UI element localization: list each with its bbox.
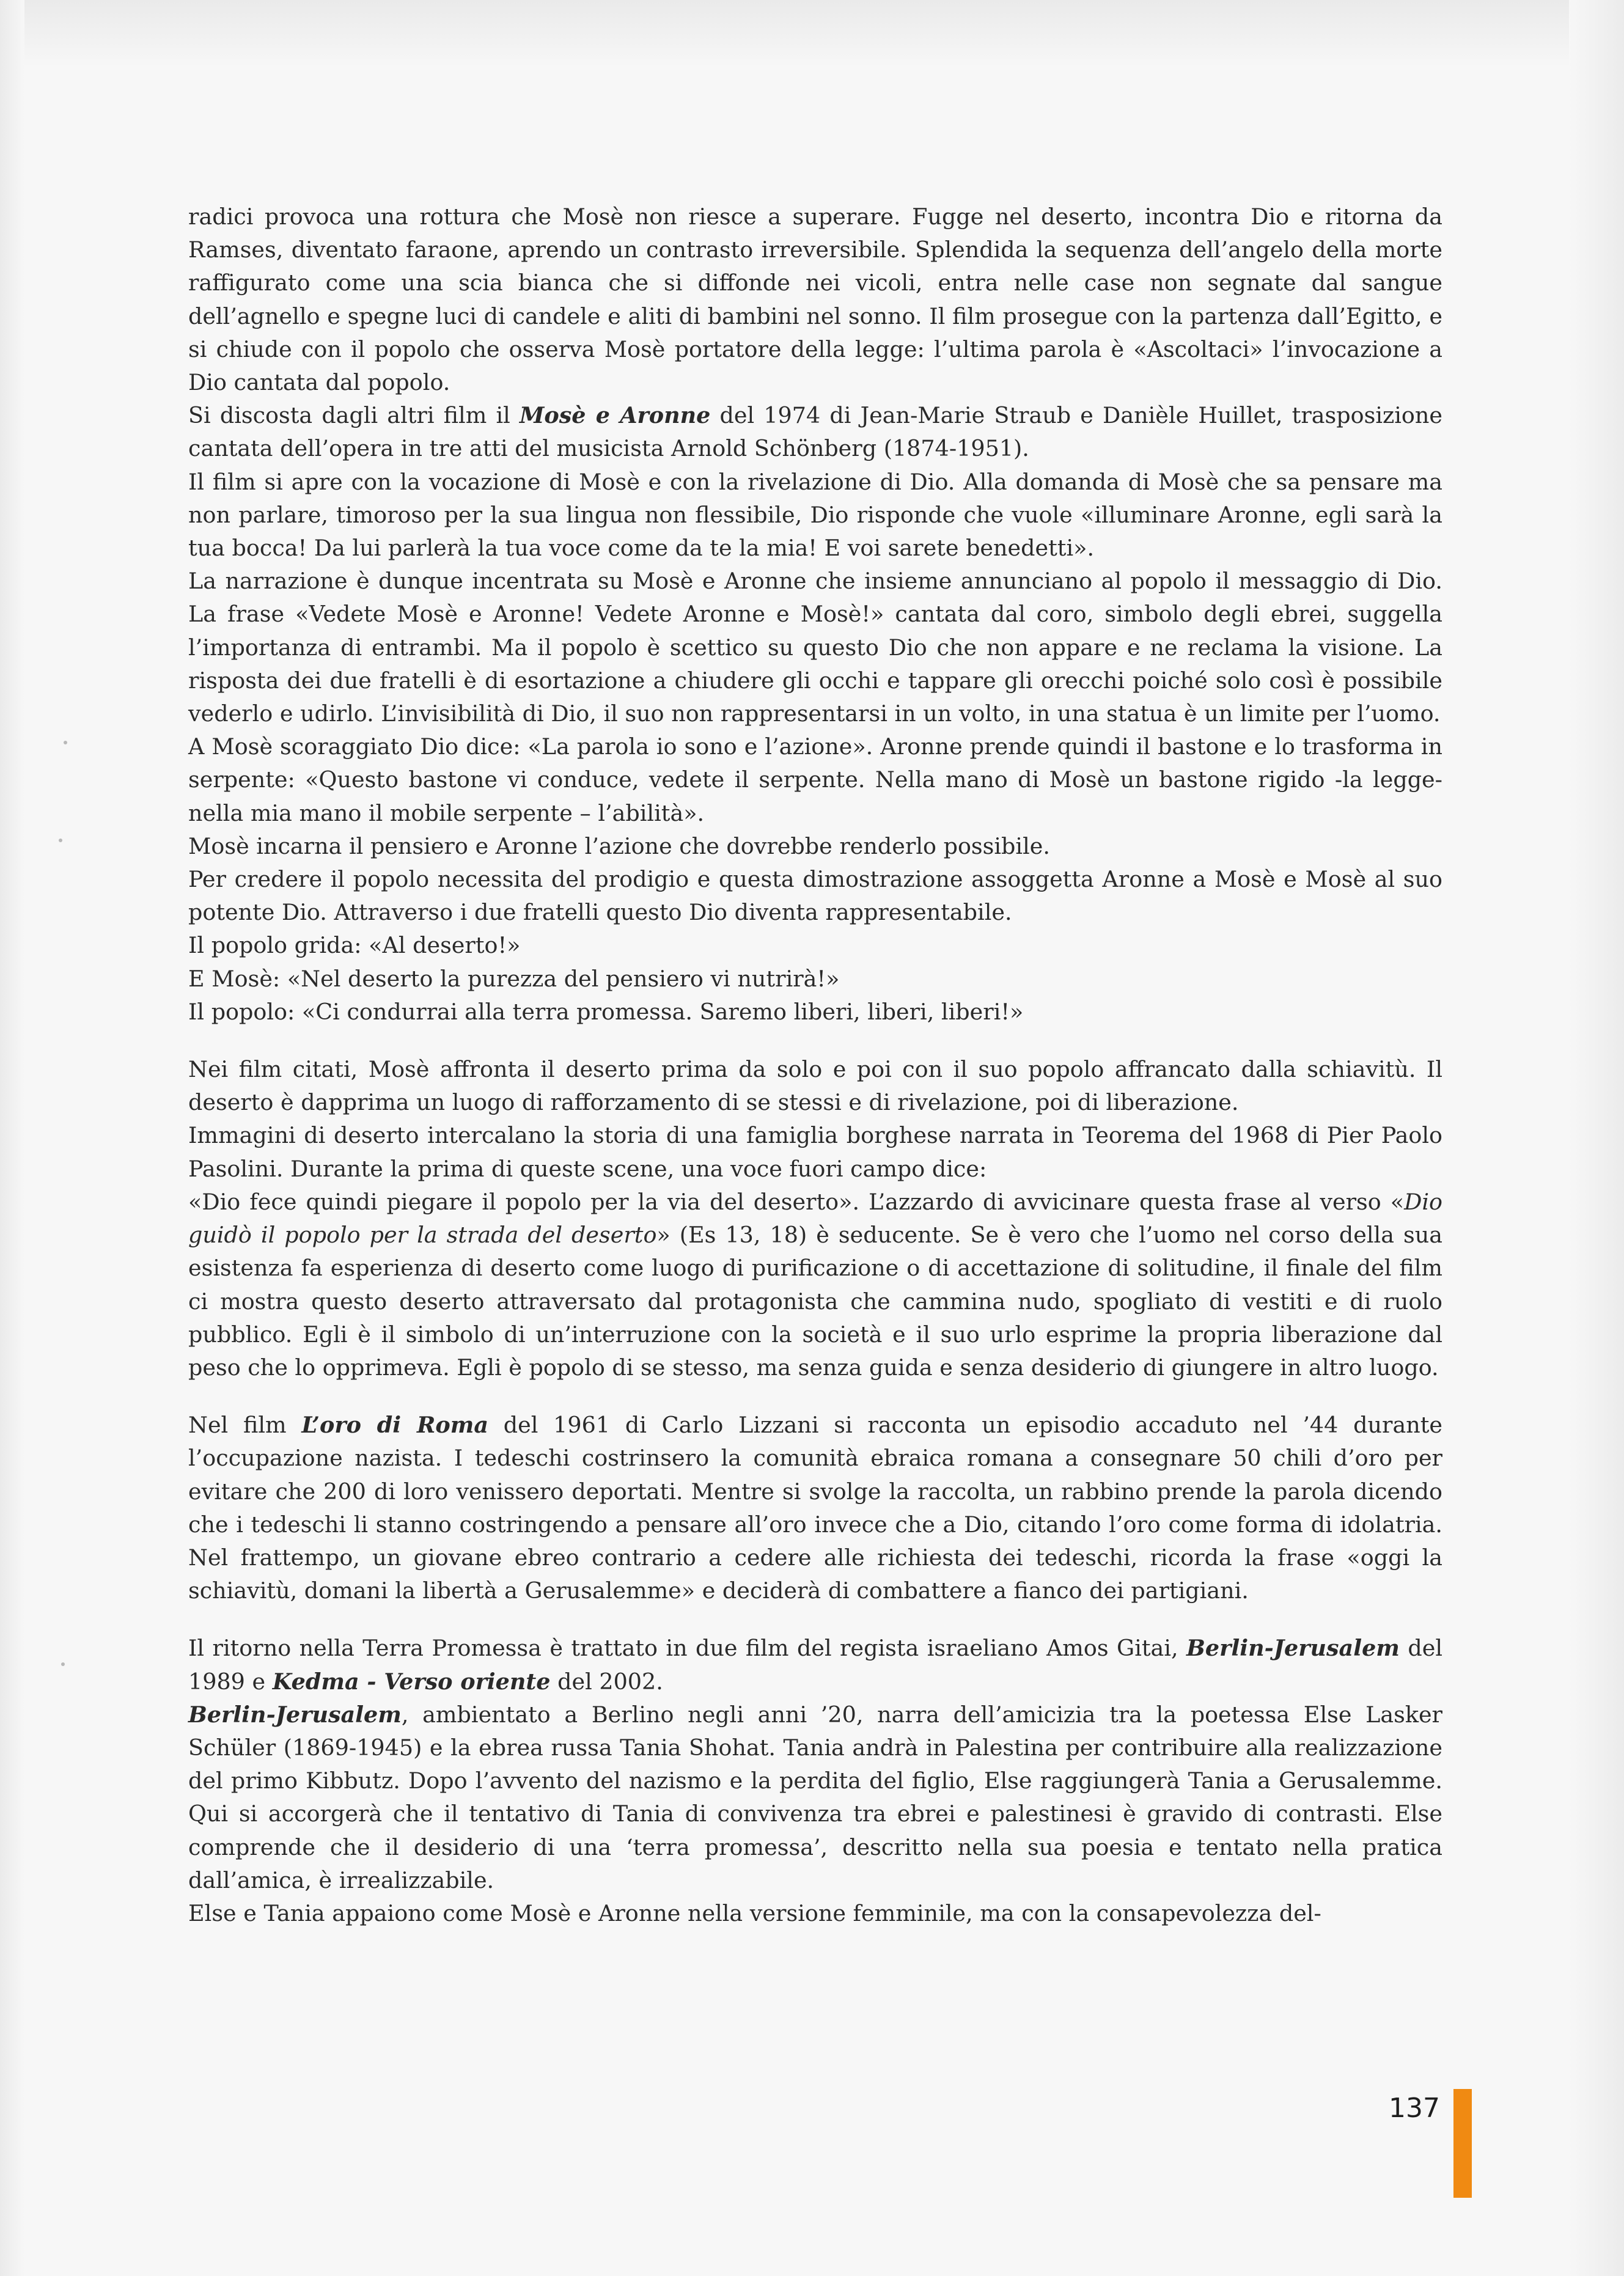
paragraph: Il ritorno nella Terra Promessa è trattato in due film del regista israeliano Amos Gitai, Berlin-Jerusalem del 1989 e Kedma - Verso oriente del 2002. [188, 1635, 1442, 1695]
paragraph: Per credere il popolo necessita del prodigio e questa dimostrazione assoggetta Aronne a Mosè e Mosè al suo potente Dio. Attraverso i due fratelli questo Dio diventa rappresentabile. [188, 866, 1442, 926]
paragraph: Nei film citati, Mosè affronta il deserto prima da solo e poi con il suo popolo affrancato dalla schiavitù. Il deserto è dapprima un luogo di rafforzamento di se stessi e di rivelazione, poi di liberazione. [188, 1056, 1442, 1116]
scan-margin-right [1569, 0, 1624, 2276]
paragraph: Immagini di deserto intercalano la storia di una famiglia borghese narrata in Teorema del 1968 di Pier Paolo Pasolini. Durante la prima di queste scene, una voce fuori campo dice: [188, 1122, 1442, 1182]
page-number: 137 [1389, 2093, 1440, 2124]
body-text [188, 200, 1442, 1930]
scan-speck [61, 1662, 65, 1666]
scan-speck [59, 839, 62, 842]
paragraph: Else e Tania appaiono come Mosè e Aronne nella versione femminile, ma con la consapevolezza del- [188, 1900, 1321, 1926]
scan-speck [64, 741, 67, 744]
paragraph: A Mosè scoraggiato Dio dice: «La parola io sono e l’azione». Aronne prende quindi il bastone e lo trasforma in serpente: «Questo bastone vi conduce, vedete il serpente. Nella mano di Mosè un bastone rigido -la legge- nella mia mano il mobile serpente – l’abilità». [188, 733, 1442, 826]
paragraph: Mosè incarna il pensiero e Aronne l’azione che dovrebbe renderlo possibile. [188, 832, 1050, 859]
paragraph: Il popolo grida: «Al deserto!» [188, 932, 521, 959]
page-edge-tab [1453, 2089, 1472, 2198]
paragraph: Il film si apre con la vocazione di Mosè e con la rivelazione di Dio. Alla domanda di Mosè che sa pensare ma non parlare, timoroso per la sua lingua non flessibile, Dio risponde che vuole «illuminare Aronne, egli sarà la tua bocca! Da lui parlerà la tua voce come da te la mia! E voi sarete benedetti». [188, 468, 1442, 562]
paragraph: Si discosta dagli altri film il Mosè e Aronne del 1974 di Jean-Marie Straub e Danièle Huillet, trasposizione cantata dell’opera in tre atti del musicista Arnold Schönberg (1874-1951). [188, 402, 1442, 462]
paragraph: Nel film L’oro di Roma del 1961 di Carlo Lizzani si racconta un episodio accaduto nel ’44 durante l’occupazione nazista. I tedeschi costrinsero la comunità ebraica romana a consegnare 50 chili d’oro per evitare che 200 di loro venissero deportati. Mentre si svolge la raccolta, un rabbino prende la parola dicendo che i tedeschi li stanno costringendo a pensare all’oro invece che a Dio, citando l’oro come forma di idolatria. Nel frattempo, un giovane ebreo contrario a cedere alle richiesta dei tedeschi, ricorda la frase «oggi la schiavitù, domani la libertà a Gerusalemme» e deciderà di combattere a fianco dei partigiani. [188, 1412, 1443, 1604]
scan-margin-top [0, 0, 1624, 67]
paragraph: Il popolo: «Ci condurrai alla terra promessa. Saremo liberi, liberi, liberi!» [188, 998, 1024, 1025]
paragraph: E Mosè: «Nel deserto la purezza del pensiero vi nutrirà!» [188, 965, 840, 992]
paragraph: radici provoca una rottura che Mosè non riesce a superare. Fugge nel deserto, incontra Dio e ritorna da Ramses, diventato faraone, aprendo un contrasto irreversibile. Splendida la sequenza dell’angelo della morte raffigurato come una scia bianca che si diffonde nei vicoli, entra nelle case non segnate dal sangue dell’agnello e spegne luci di candele e aliti di bambini nel sonno. Il film prosegue con la partenza dall’Egitto, e si chiude con il popolo che osserva Mosè portatore della legge: l’ultima parola è «Ascoltaci» l’invocazione a Dio cantata dal popolo. [188, 204, 1442, 396]
paragraph: La narrazione è dunque incentrata su Mosè e Aronne che insieme annunciano al popolo il messaggio di Dio. La frase «Vedete Mosè e Aronne! Vedete Aronne e Mosè!» cantata dal coro, simbolo degli ebrei, suggella l’importanza di entrambi. Ma il popolo è scettico su questo Dio che non appare e ne reclama la visione. La risposta dei due fratelli è di esortazione a chiudere gli occhi e tappare gli orecchi poiché solo così è possibile vederlo e udirlo. L’invisibilità di Dio, il suo non rappresentarsi in un volto, in una statua è un limite per l’uomo. [188, 568, 1442, 727]
paragraph: «Dio fece quindi piegare il popolo per la via del deserto». L’azzardo di avvicinare questa frase al verso «Dio guidò il popolo per la strada del deserto» (Es 13, 18) è seducente. Se è vero che l’uomo nel corso della sua esistenza fa esperienza di deserto come luogo di purificazione o di accettazione di solitudine, il finale del film ci mostra questo deserto attraversato dal protagonista che cammina nudo, spogliato di vestiti e di ruolo pubblico. Egli è il simbolo di un’interruzione con la società e il suo urlo esprime la propria liberazione dal peso che lo opprimeva. Egli è popolo di se stesso, ma senza guida e senza desiderio di giungere in altro luogo. [188, 1188, 1442, 1381]
paragraph: Berlin-Jerusalem, ambientato a Berlino negli anni ’20, narra dell’amicizia tra la poetessa Else Lasker Schüler (1869-1945) e la ebrea russa Tania Shohat. Tania andrà in Palestina per contribuire alla realizzazione del primo Kibbutz. Dopo l’avvento del nazismo e la perdita del figlio, Else raggiungerà Tania a Gerusalemme. Qui si accorgerà che il tentativo di Tania di convivenza tra ebrei e palestinesi è gravido di contrasti. Else comprende che il desiderio di una ‘terra promessa’, descritto nella sua poesia e tentato nella pratica dall’amica, è irrealizzabile. [188, 1701, 1442, 1893]
scan-margin-left [0, 0, 24, 2276]
